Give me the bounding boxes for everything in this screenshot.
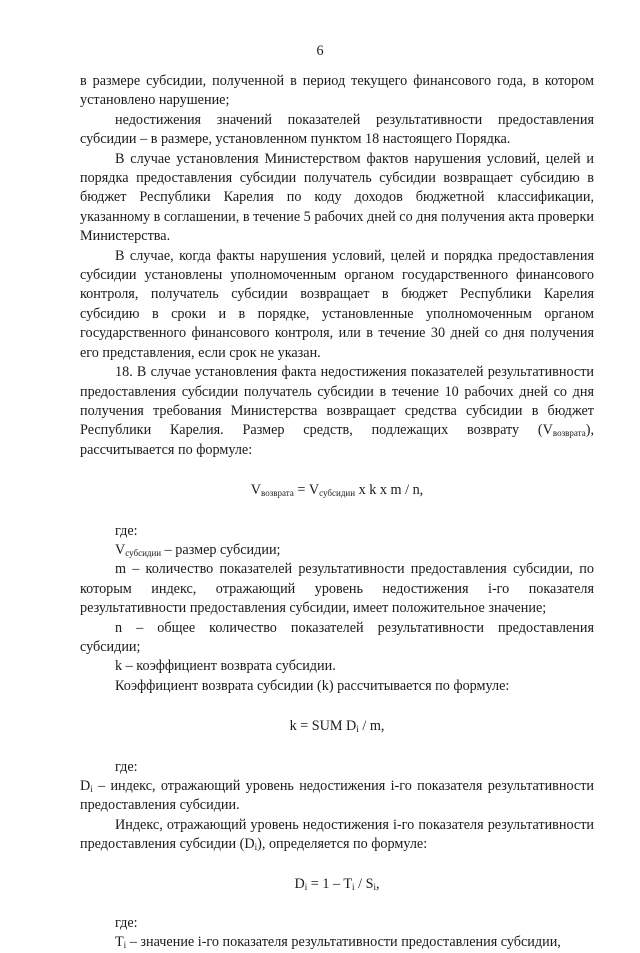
- page-number: 6: [316, 43, 324, 59]
- formula-coefficient: k = SUM $D_i$ / m,: [289, 718, 385, 735]
- paragraph-2: недостижения значений показателей результативности предоставления субсидии – в размере, установленном пунктом 18 настоящего Порядка.: [80, 111, 594, 148]
- definition-v-subsidy: $V_{субсидии}$ – размер субсидии;: [115, 541, 281, 558]
- definition-t: $T_i$ – значение i-го показателя результативности предоставления субсидии,: [115, 934, 561, 951]
- formula-return-amount: $V_{возврата} = V_{субсидии}$ x k x m / n,: [250, 482, 424, 499]
- where-label-1: где:: [115, 522, 138, 539]
- definition-n: n – общее количество показателей результативности предоставления субсидии;: [80, 619, 594, 655]
- where-label-2: где:: [115, 758, 138, 775]
- paragraph-5: 18. В случае установления факта недостижения показателей результативности предоставления субсидии получатель субсидии в течение 10 рабочих дней со дня получения требования Министерства возвращает средства субсидии в бюджет Республики Карелия. Размер средств, подлежащих возврату $(V_{возврата})$, рассчитывается по формуле:: [80, 364, 594, 458]
- paragraph-4: В случае, когда факты нарушения условий, целей и порядка предоставления субсидии установлены уполномоченным органом государственного финансового контроля, получатель субсидии возвращает в бюджет Республики Карелия субсидию в сроки и в порядке, установленные уполномоченным органом государственного финансового контроля, или в течение 30 дней со дня получения его представления, если срок не указан.: [80, 247, 594, 361]
- where-label-3: где:: [115, 915, 138, 932]
- paragraph-1: в размере субсидии, полученной в период текущего финансового года, в котором установлено нарушение;: [80, 73, 594, 109]
- definition-d: $D_i$ – индекс, отражающий уровень недостижения i-го показателя результативности предоставления субсидии.: [80, 778, 594, 814]
- formula-index: $D_i = 1 - T_i / S_i$,: [294, 875, 380, 892]
- definition-m: m – количество показателей результативности предоставления субсидии, по которым индекс, отражающий уровень недостижения i-го показателя результативности предоставления субсидии, имеет положительное значение;: [80, 561, 594, 617]
- paragraph-6: Коэффициент возврата субсидии (k) рассчитывается по формуле:: [115, 677, 510, 694]
- document-body: [80, 72, 594, 953]
- definition-k: k – коэффициент возврата субсидии.: [115, 658, 336, 675]
- paragraph-3: В случае установления Министерством фактов нарушения условий, целей и порядка предоставления субсидии получатель субсидии возвращает субсидию в бюджет Республики Карелия по коду доходов бюджетной классификации, указанному в соглашении, в течение 5 рабочих дней со дня получения акта проверки Министерства.: [80, 150, 594, 245]
- paragraph-7: Индекс, отражающий уровень недостижения i-го показателя результативности предоставления субсидии $(D_i)$, определяется по формуле:: [80, 816, 594, 853]
